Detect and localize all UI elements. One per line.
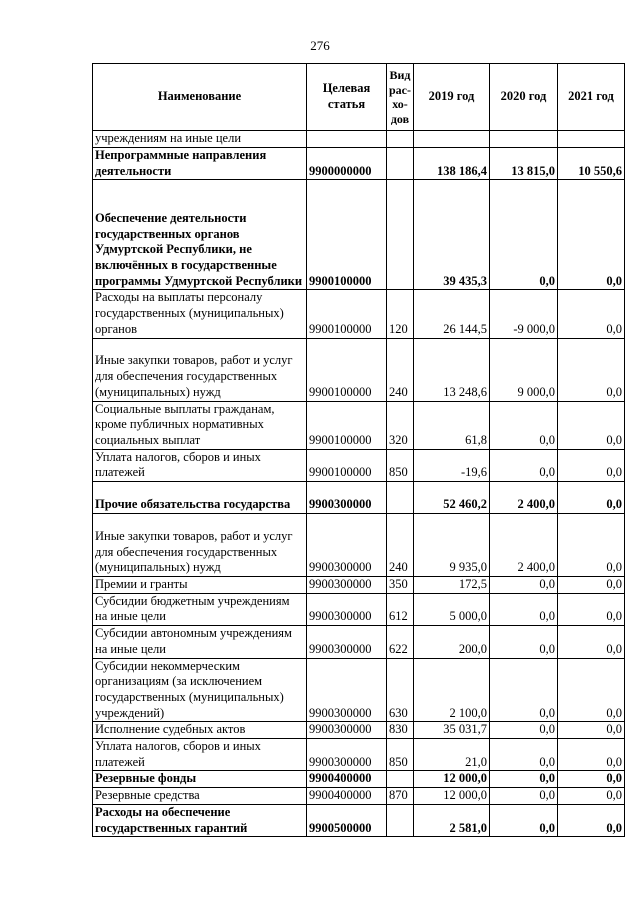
row-2020-cell: 0,0 — [490, 658, 558, 722]
row-2021-cell: 0,0 — [558, 593, 625, 625]
row-type-cell: 240 — [387, 514, 414, 577]
row-type-cell — [387, 148, 414, 180]
table-row — [93, 788, 625, 805]
row-type-cell — [387, 180, 414, 290]
row-2019-cell: 13 248,6 — [414, 338, 490, 401]
row-name-cell: Обеспечение деятельности государственных органов Удмуртской Республики, не включённых в государственные программы Удмуртской Республики — [93, 180, 307, 290]
row-type-cell: 850 — [387, 739, 414, 771]
header-2021: 2021 год — [558, 64, 625, 131]
table-row — [93, 482, 625, 514]
table-row — [93, 148, 625, 180]
row-2020-cell: 0,0 — [490, 401, 558, 449]
header-target: Целевая статья — [307, 64, 387, 131]
row-2020-cell: 13 815,0 — [490, 148, 558, 180]
table-row — [93, 739, 625, 771]
row-target-cell: 9900100000 — [307, 290, 387, 338]
row-2020-cell: 0,0 — [490, 739, 558, 771]
row-name-cell: Иные закупки товаров, работ и услуг для обеспечения государственных (муниципальных) нужд — [93, 514, 307, 577]
row-2021-cell: 0,0 — [558, 514, 625, 577]
row-2021-cell: 0,0 — [558, 658, 625, 722]
row-2020-cell: -9 000,0 — [490, 290, 558, 338]
table-row — [93, 338, 625, 401]
row-type-cell — [387, 804, 414, 836]
row-name-cell: учреждениям на иные цели — [93, 131, 307, 148]
row-name-cell: Иные закупки товаров, работ и услуг для обеспечения государственных (муниципальных) нужд — [93, 338, 307, 401]
row-2020-cell: 9 000,0 — [490, 338, 558, 401]
row-2019-cell: 138 186,4 — [414, 148, 490, 180]
row-target-cell: 9900400000 — [307, 771, 387, 788]
table-row — [93, 290, 625, 338]
row-type-cell: 830 — [387, 722, 414, 739]
row-target-cell: 9900100000 — [307, 449, 387, 481]
row-type-cell: 612 — [387, 593, 414, 625]
row-2019-cell: 200,0 — [414, 626, 490, 658]
row-name-cell: Исполнение судебных актов — [93, 722, 307, 739]
row-target-cell: 9900300000 — [307, 739, 387, 771]
header-type: Вид рас-хо-дов — [387, 64, 414, 131]
row-2021-cell: 0,0 — [558, 401, 625, 449]
table-row — [93, 722, 625, 739]
row-name-cell: Расходы на выплаты персоналу государственных (муниципальных) органов — [93, 290, 307, 338]
row-type-cell — [387, 771, 414, 788]
row-2019-cell: 61,8 — [414, 401, 490, 449]
row-type-cell: 240 — [387, 338, 414, 401]
row-type-cell: 120 — [387, 290, 414, 338]
table-row — [93, 577, 625, 594]
row-2020-cell: 0,0 — [490, 180, 558, 290]
table-row — [93, 401, 625, 449]
row-name-cell: Субсидии бюджетным учреждениям на иные цели — [93, 593, 307, 625]
row-2019-cell: 39 435,3 — [414, 180, 490, 290]
row-target-cell: 9900500000 — [307, 804, 387, 836]
header-2019: 2019 год — [414, 64, 490, 131]
row-target-cell: 9900300000 — [307, 658, 387, 722]
row-target-cell: 9900300000 — [307, 626, 387, 658]
header-name: Наименование — [93, 64, 307, 131]
row-2020-cell: 0,0 — [490, 722, 558, 739]
budget-table — [92, 63, 625, 837]
row-2021-cell: 0,0 — [558, 449, 625, 481]
row-name-cell: Непрограммные направления деятельности — [93, 148, 307, 180]
row-name-cell: Уплата налогов, сборов и иных платежей — [93, 739, 307, 771]
row-target-cell: 9900100000 — [307, 338, 387, 401]
row-2021-cell: 0,0 — [558, 338, 625, 401]
row-2019-cell: 21,0 — [414, 739, 490, 771]
row-name-cell: Прочие обязательства государства — [93, 482, 307, 514]
header-2020: 2020 год — [490, 64, 558, 131]
row-2020-cell: 0,0 — [490, 771, 558, 788]
row-target-cell — [307, 131, 387, 148]
page-number: 276 — [310, 38, 330, 53]
table-row — [93, 131, 625, 148]
row-type-cell: 622 — [387, 626, 414, 658]
row-2020-cell: 0,0 — [490, 449, 558, 481]
row-2021-cell: 10 550,6 — [558, 148, 625, 180]
row-target-cell: 9900300000 — [307, 482, 387, 514]
row-2021-cell: 0,0 — [558, 722, 625, 739]
row-2021-cell: 0,0 — [558, 290, 625, 338]
row-2021-cell: 0,0 — [558, 180, 625, 290]
table-row — [93, 626, 625, 658]
row-target-cell: 9900300000 — [307, 514, 387, 577]
row-target-cell: 9900000000 — [307, 148, 387, 180]
row-target-cell: 9900300000 — [307, 722, 387, 739]
row-2021-cell: 0,0 — [558, 804, 625, 836]
table-row — [93, 658, 625, 722]
row-2021-cell: 0,0 — [558, 739, 625, 771]
row-2021-cell: 0,0 — [558, 788, 625, 805]
header-row — [93, 64, 625, 131]
row-target-cell: 9900400000 — [307, 788, 387, 805]
row-type-cell: 350 — [387, 577, 414, 594]
row-2019-cell: 52 460,2 — [414, 482, 490, 514]
table-row — [93, 514, 625, 577]
row-2021-cell: 0,0 — [558, 626, 625, 658]
table-row — [93, 771, 625, 788]
row-2020-cell: 2 400,0 — [490, 514, 558, 577]
row-2020-cell — [490, 131, 558, 148]
table-row — [93, 180, 625, 290]
row-type-cell: 850 — [387, 449, 414, 481]
row-2019-cell — [414, 131, 490, 148]
row-target-cell: 9900100000 — [307, 401, 387, 449]
row-2021-cell: 0,0 — [558, 771, 625, 788]
table-row — [93, 804, 625, 836]
row-2020-cell: 0,0 — [490, 804, 558, 836]
row-2021-cell: 0,0 — [558, 577, 625, 594]
row-2020-cell: 0,0 — [490, 788, 558, 805]
row-name-cell: Уплата налогов, сборов и иных платежей — [93, 449, 307, 481]
row-2019-cell: 12 000,0 — [414, 771, 490, 788]
table-row — [93, 449, 625, 481]
row-type-cell: 320 — [387, 401, 414, 449]
row-name-cell: Расходы на обеспечение государственных гарантий — [93, 804, 307, 836]
row-2019-cell: 12 000,0 — [414, 788, 490, 805]
row-name-cell: Субсидии некоммерческим организациям (за исключением государственных (муниципальных) учреждений) — [93, 658, 307, 722]
table-body — [93, 131, 625, 837]
row-target-cell: 9900300000 — [307, 577, 387, 594]
row-target-cell: 9900300000 — [307, 593, 387, 625]
table-row — [93, 593, 625, 625]
row-2019-cell: 5 000,0 — [414, 593, 490, 625]
row-2019-cell: -19,6 — [414, 449, 490, 481]
row-2019-cell: 2 581,0 — [414, 804, 490, 836]
row-name-cell: Социальные выплаты гражданам, кроме публичных нормативных социальных выплат — [93, 401, 307, 449]
row-2019-cell: 2 100,0 — [414, 658, 490, 722]
row-2020-cell: 0,0 — [490, 577, 558, 594]
row-target-cell: 9900100000 — [307, 180, 387, 290]
row-name-cell: Резервные фонды — [93, 771, 307, 788]
row-type-cell — [387, 482, 414, 514]
row-name-cell: Субсидии автономным учреждениям на иные цели — [93, 626, 307, 658]
row-2020-cell: 2 400,0 — [490, 482, 558, 514]
row-2020-cell: 0,0 — [490, 626, 558, 658]
row-2020-cell: 0,0 — [490, 593, 558, 625]
row-2019-cell: 172,5 — [414, 577, 490, 594]
row-2019-cell: 35 031,7 — [414, 722, 490, 739]
row-type-cell — [387, 131, 414, 148]
row-2021-cell — [558, 131, 625, 148]
row-name-cell: Резервные средства — [93, 788, 307, 805]
row-2021-cell: 0,0 — [558, 482, 625, 514]
row-2019-cell: 26 144,5 — [414, 290, 490, 338]
row-name-cell: Премии и гранты — [93, 577, 307, 594]
row-type-cell: 630 — [387, 658, 414, 722]
row-type-cell: 870 — [387, 788, 414, 805]
row-2019-cell: 9 935,0 — [414, 514, 490, 577]
